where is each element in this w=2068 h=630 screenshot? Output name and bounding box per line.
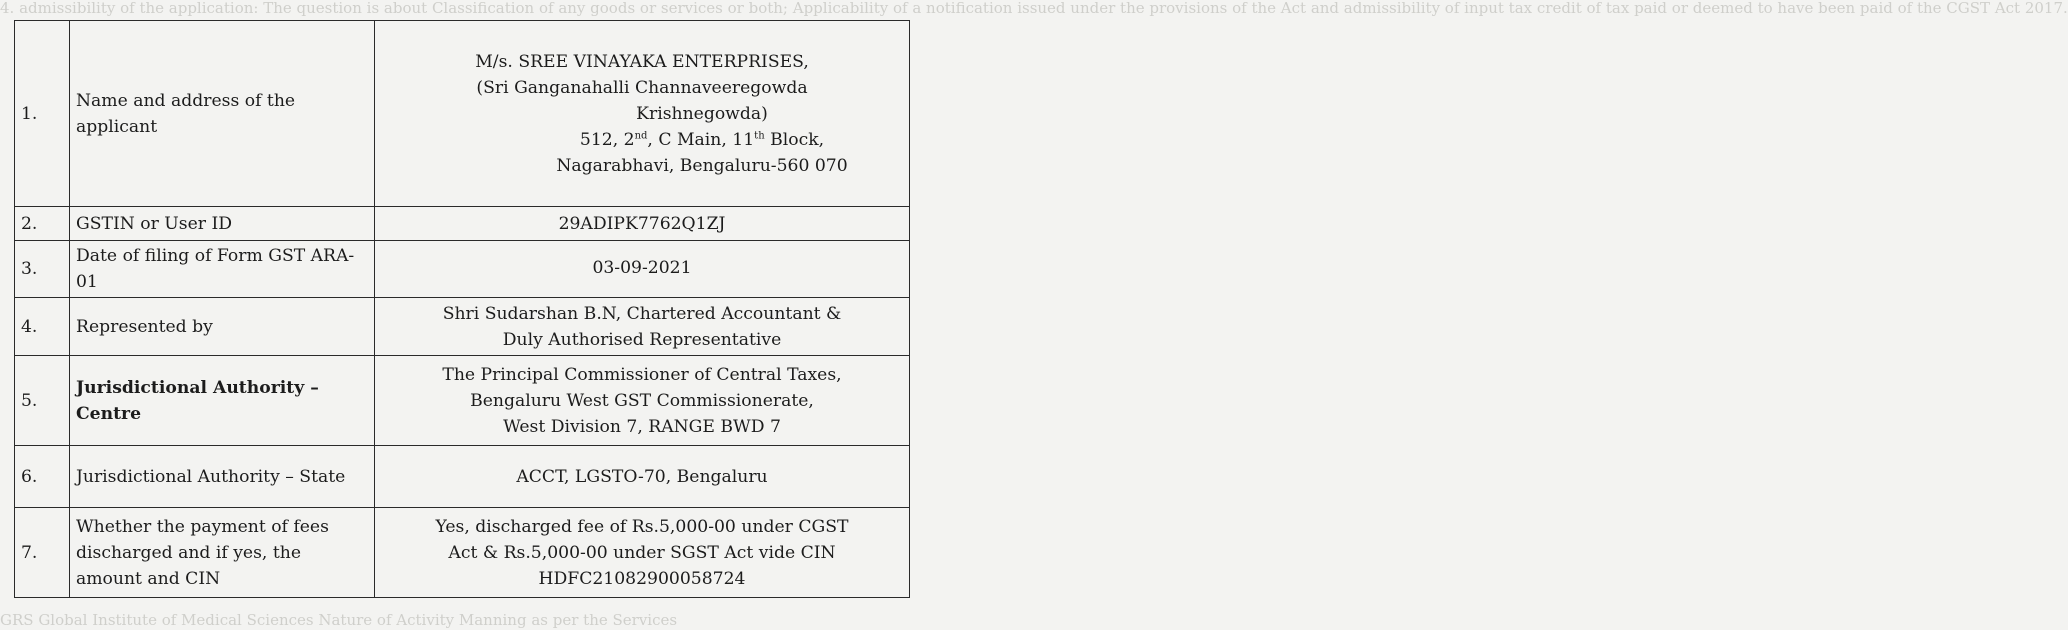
central-authority-line: West Division 7, RANGE BWD 7 <box>503 416 781 437</box>
address-part: , C Main, 11 <box>647 129 755 150</box>
row-value <box>375 446 910 508</box>
applicant-details-table <box>14 20 910 598</box>
table-row <box>15 508 910 598</box>
row-value <box>375 298 910 356</box>
row-number: 3. <box>15 241 70 298</box>
show-through-text-bottom <box>0 612 939 628</box>
row-label: GSTIN or User ID <box>70 207 375 241</box>
row-label: Jurisdictional Authority – State <box>70 446 375 508</box>
filing-date-value: 03-09-2021 <box>592 258 692 278</box>
row-label: Name and address of the applicant <box>70 21 375 207</box>
fee-payment-line: HDFC21082900058724 <box>538 568 746 589</box>
representative-line: Shri Sudarshan B.N, Chartered Accountant & <box>442 303 842 324</box>
table-row <box>15 356 910 446</box>
applicant-name: M/s. SREE VINAYAKA ENTERPRISES, <box>475 51 809 72</box>
show-through-text-top <box>0 0 2068 17</box>
table-row <box>15 446 910 508</box>
row-value <box>375 241 910 298</box>
address-part: 512, 2 <box>579 129 635 150</box>
row-number: 1. <box>15 21 70 207</box>
applicant-address-line <box>381 127 903 153</box>
row-number: 5. <box>15 356 70 446</box>
row-label: Whether the payment of fees discharged and if yes, the amount and CIN <box>70 508 375 598</box>
table-row <box>15 207 910 241</box>
row-number: 7. <box>15 508 70 598</box>
central-authority-line: The Principal Commissioner of Central Taxes, <box>442 364 842 385</box>
row-number: 4. <box>15 298 70 356</box>
address-part: Block, <box>764 129 825 150</box>
address-superscript: nd <box>634 129 648 141</box>
row-number: 6. <box>15 446 70 508</box>
show-through-text: 4. admissibility of the application: The question is about Classification of any goods or services or both; Applicability of a notification issued under the provisions of the Act and admissibility of input tax credit of tax paid or deemed to have been paid of the CGST Act 2017. <box>0 0 2068 17</box>
row-label: Date of filing of Form GST ARA-01 <box>70 241 375 298</box>
row-value <box>375 207 910 241</box>
fee-payment-line: Yes, discharged fee of Rs.5,000-00 under CGST <box>435 516 849 537</box>
address-superscript: th <box>754 129 765 141</box>
applicant-proprietor-cont: Krishnegowda) <box>636 103 768 124</box>
row-value <box>375 21 910 207</box>
row-label: Jurisdictional Authority – Centre <box>70 356 375 446</box>
applicant-proprietor: (Sri Ganganahalli Channaveeregowda <box>476 77 808 98</box>
gstin-value: 29ADIPK7762Q1ZJ <box>558 213 726 234</box>
state-authority-value: ACCT, LGSTO-70, Bengaluru <box>516 466 768 487</box>
table-row <box>15 21 910 207</box>
show-through-text: GRS Global Institute of Medical Sciences Nature of Activity Manning as per the Services <box>0 611 678 629</box>
applicant-address-city: Nagarabhavi, Bengaluru-560 070 <box>556 155 848 176</box>
table-row <box>15 241 910 298</box>
representative-line: Duly Authorised Representative <box>502 329 782 350</box>
table-row <box>15 298 910 356</box>
row-value <box>375 508 910 598</box>
central-authority-line: Bengaluru West GST Commissionerate, <box>470 390 814 411</box>
row-value <box>375 356 910 446</box>
row-label: Represented by <box>70 298 375 356</box>
fee-payment-line: Act & Rs.5,000-00 under SGST Act vide CIN <box>448 542 836 563</box>
row-number: 2. <box>15 207 70 241</box>
